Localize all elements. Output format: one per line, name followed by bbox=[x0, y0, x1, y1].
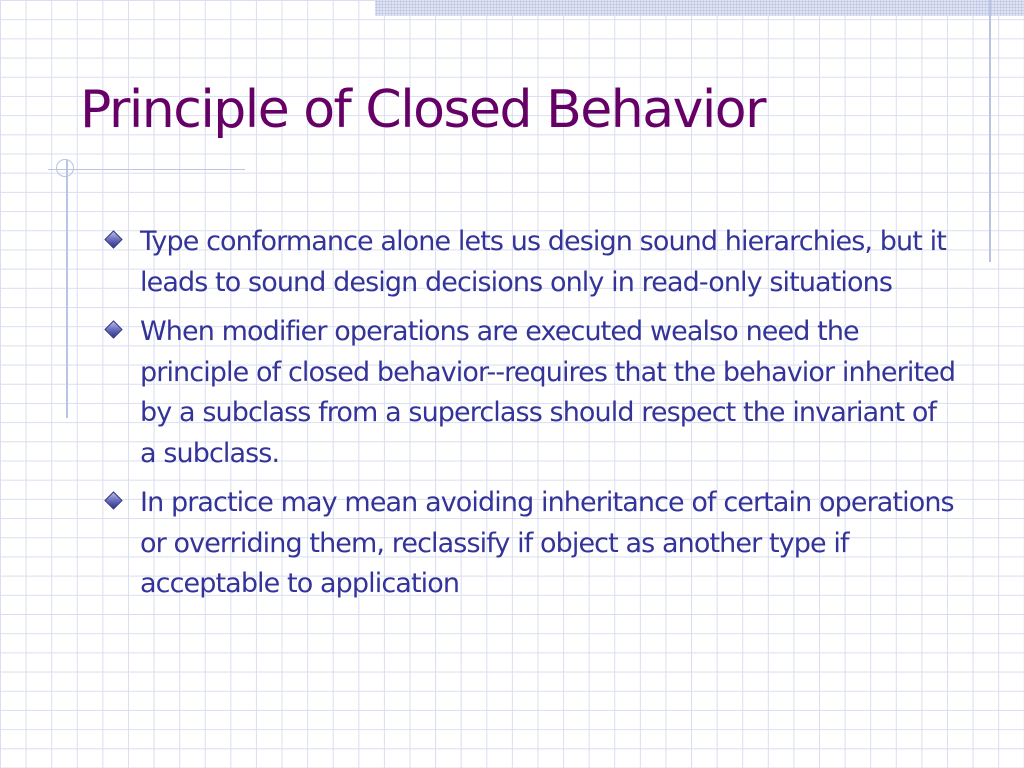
diamond-bullet-icon bbox=[104, 230, 122, 248]
slide-title: Principle of Closed Behavior bbox=[80, 80, 765, 140]
diamond-bullet-icon bbox=[104, 491, 122, 509]
bullet-item bbox=[107, 222, 957, 303]
bullet-item bbox=[107, 312, 957, 474]
bullet-text: In practice may mean avoiding inheritance of certain operations or overriding them, reclassify if object as another type if acceptable to application bbox=[140, 487, 954, 599]
bullet-item bbox=[107, 483, 957, 605]
decorative-top-band bbox=[375, 0, 1024, 16]
decorative-title-underline bbox=[48, 169, 245, 170]
decorative-ring-icon bbox=[56, 159, 74, 177]
bullet-text: Type conformance alone lets us design sound hierarchies, but it leads to sound design decisions only in read-only situations bbox=[140, 226, 946, 298]
decorative-left-rule bbox=[66, 160, 68, 418]
diamond-bullet-icon bbox=[104, 320, 122, 338]
decorative-right-rule bbox=[989, 0, 991, 262]
bullet-text: When modifier operations are executed wealso need the principle of closed behavior--requires that the behavior inherited by a subclass from a superclass should respect the invariant of a subclass. bbox=[140, 316, 956, 469]
bullet-list bbox=[107, 222, 957, 614]
